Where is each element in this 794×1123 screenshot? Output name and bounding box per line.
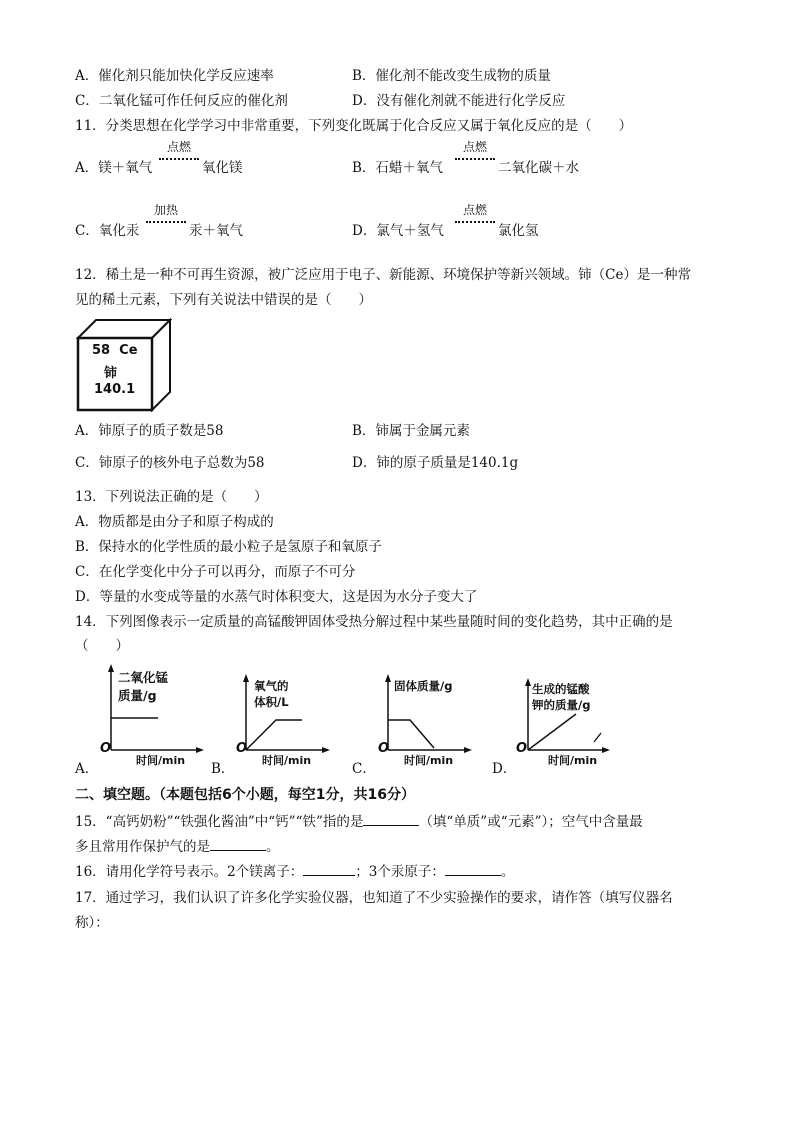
graph-c-xlabel: 时间/min bbox=[404, 754, 454, 767]
q11-option-a-condition: 点燃 bbox=[159, 141, 199, 160]
q10-option-a: A．催化剂只能加快化学反应速率 bbox=[75, 68, 274, 84]
q13-option-d: D．等量的水变成等量的水蒸气时体积变大，这是因为水分子变大了 bbox=[75, 589, 478, 605]
graph-d-letter: D． bbox=[492, 761, 517, 777]
q13-option-a: A．物质都是由分子和原子构成的 bbox=[75, 514, 274, 530]
q10-option-c: C．二氧化锰可作任何反应的催化剂 bbox=[75, 93, 288, 109]
q15-line1 bbox=[75, 810, 643, 830]
q15-text-1: 15．“高钙奶粉”“铁强化酱油”中“钙”“铁”指的是 bbox=[75, 814, 364, 830]
graph-b-origin: O bbox=[236, 741, 248, 756]
graph-a-xlabel: 时间/min bbox=[136, 754, 186, 767]
graph-d-ylabel-1: 生成的锰酸 bbox=[532, 682, 590, 696]
graph-b-series-line bbox=[246, 720, 302, 750]
q10-option-b: B．催化剂不能改变生成物的质量 bbox=[352, 68, 551, 84]
section-2-heading: 二、填空题。（本题包括6个小题，每空1分，共16分） bbox=[75, 787, 415, 803]
q16-blank-1[interactable] bbox=[303, 863, 355, 876]
graph-c-origin: O bbox=[378, 741, 390, 756]
graph-c-series-line bbox=[388, 720, 434, 748]
q12-stem-line2: 见的稀土元素，下列有关说法中错误的是（ ） bbox=[75, 292, 372, 308]
element-cube-drawing bbox=[76, 318, 172, 412]
graph-a-origin: O bbox=[100, 741, 112, 756]
graph-d-ylabel-2: 钾的质量/g bbox=[532, 698, 591, 712]
q11-option-c-condition: 加热 bbox=[146, 204, 186, 223]
q11-option-b-left: B．石蜡＋氧气 bbox=[352, 160, 443, 176]
q17-line2: 称）： bbox=[75, 915, 109, 931]
q11-option-a-right: 氧化镁 bbox=[202, 160, 243, 176]
graph-c-ylabel-1: 固体质量/g bbox=[394, 679, 453, 693]
element-symbol: Ce bbox=[119, 343, 138, 358]
q12-option-a: A．铈原子的质子数是58 bbox=[75, 423, 224, 439]
q15-blank-1[interactable] bbox=[363, 813, 419, 826]
q16-text-2: ；3个汞原子： bbox=[355, 864, 445, 880]
q13-option-b: B．保持水的化学性质的最小粒子是氢原子和氧原子 bbox=[75, 539, 382, 555]
q16-text-1: 16．请用化学符号表示。2个镁离子： bbox=[75, 864, 304, 880]
q15-text-3: 多且常用作保护气的是 bbox=[75, 839, 210, 855]
q11-option-a-left: A．镁＋氧气 bbox=[75, 160, 153, 176]
graph-b-letter: B． bbox=[211, 761, 235, 777]
element-name: 铈 bbox=[104, 366, 118, 381]
q10-option-d: D．没有催化剂就不能进行化学反应 bbox=[352, 93, 566, 109]
graph-c bbox=[374, 672, 474, 770]
graph-d-xlabel: 时间/min bbox=[548, 754, 598, 767]
graph-d-series-line bbox=[528, 714, 576, 750]
graph-a-letter: A． bbox=[75, 761, 99, 777]
q12-option-c: C．铈原子的核外电子总数为58 bbox=[75, 455, 265, 471]
graph-a-ylabel-2: 质量/g bbox=[118, 688, 157, 703]
graph-d-tail-mark bbox=[594, 733, 601, 742]
q14-stem-line2: （ ） bbox=[75, 638, 129, 654]
q15-text-2: （填“单质”或“元素”）；空气中含量最 bbox=[419, 814, 643, 830]
q11-option-b-right: 二氧化碳＋水 bbox=[498, 160, 579, 176]
graph-b-xlabel: 时间/min bbox=[262, 754, 312, 767]
atomic-number: 58 bbox=[92, 343, 111, 358]
graph-c-letter: C． bbox=[352, 761, 376, 777]
q15-text-4: 。 bbox=[266, 839, 280, 855]
q17-line1: 17．通过学习，我们认识了许多化学实验仪器，也知道了不少实验操作的要求，请作答（填写仪器名 bbox=[75, 890, 673, 906]
q12-option-d: D．铈的原子质量是140.1g bbox=[352, 455, 519, 471]
q16-text-3: 。 bbox=[500, 864, 515, 880]
q13-stem: 13．下列说法正确的是（ ） bbox=[75, 489, 268, 505]
q11-option-d-condition: 点燃 bbox=[455, 204, 495, 223]
q15-blank-2[interactable] bbox=[210, 838, 266, 851]
q16-blank-2[interactable] bbox=[445, 863, 501, 876]
q12-stem-line1: 12．稀土是一种不可再生资源，被广泛应用于电子、新能源、环境保护等新兴领域。铈（Ce）是一种常 bbox=[75, 267, 691, 283]
q11-stem: 11．分类思想在化学学习中非常重要，下列变化既属于化合反应又属于氧化反应的是（ ） bbox=[75, 118, 633, 134]
q16-line bbox=[75, 860, 514, 880]
relative-atomic-mass: 140.1 bbox=[94, 382, 136, 397]
element-number-symbol bbox=[92, 343, 138, 358]
graph-d bbox=[512, 676, 612, 770]
q11-option-c-left: C．氧化汞 bbox=[75, 223, 140, 239]
graph-d-origin: O bbox=[516, 741, 528, 756]
q14-stem-line1: 14．下列图像表示一定质量的高锰酸钾固体受热分解过程中某些量随时间的变化趋势，其中正确的是 bbox=[75, 614, 673, 630]
cerium-element-cell bbox=[76, 318, 172, 412]
graph-b bbox=[232, 672, 332, 770]
q12-option-b: B．铈属于金属元素 bbox=[352, 423, 470, 439]
q11-option-b-condition: 点燃 bbox=[455, 141, 495, 160]
q11-option-d-right: 氯化氢 bbox=[498, 223, 539, 239]
graph-b-ylabel-1: 氧气的 bbox=[254, 679, 289, 693]
q11-option-c-right: 汞＋氧气 bbox=[189, 223, 243, 239]
graph-b-ylabel-2: 体积/L bbox=[254, 695, 289, 709]
q13-option-c: C．在化学变化中分子可以再分，而原子不可分 bbox=[75, 564, 356, 580]
graph-a bbox=[96, 662, 206, 770]
q11-option-d-left: D．氯气＋氢气 bbox=[352, 223, 444, 239]
q15-line2 bbox=[75, 835, 280, 855]
graph-a-ylabel-1: 二氧化锰 bbox=[118, 670, 169, 685]
